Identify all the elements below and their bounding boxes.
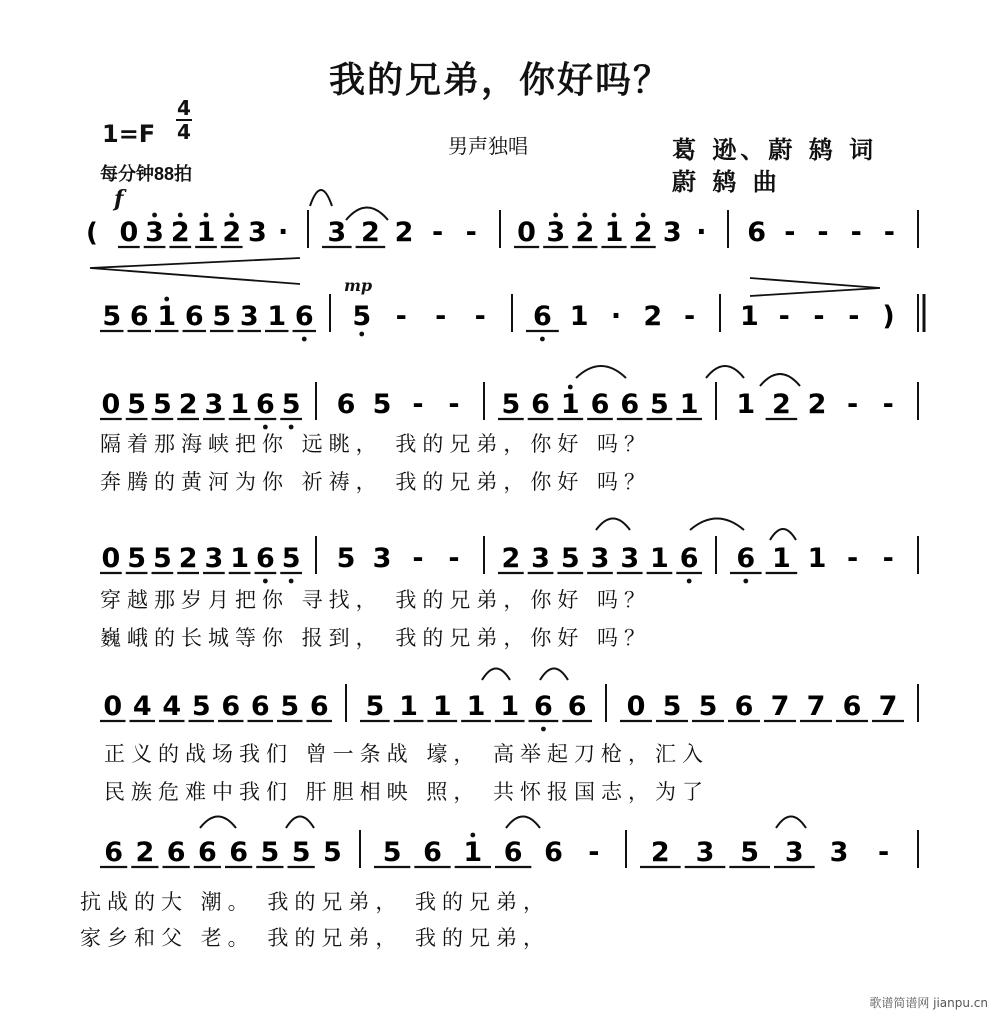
note: 6	[184, 301, 204, 332]
note: 2	[178, 543, 198, 574]
note: 5	[260, 837, 280, 868]
note: 1	[267, 301, 287, 332]
note: 1	[650, 543, 669, 574]
note: 3	[248, 217, 267, 248]
note: 2	[643, 301, 663, 332]
note: 4	[132, 691, 152, 722]
note: 6	[294, 301, 314, 332]
note: 3	[784, 837, 804, 868]
note: 5	[336, 543, 356, 574]
note: 0	[101, 543, 121, 574]
note: 1	[463, 837, 483, 868]
low-octave-dot	[263, 579, 268, 584]
note: 5	[382, 837, 402, 868]
note: -	[465, 217, 477, 248]
note: 5	[372, 389, 392, 420]
note: 0	[119, 217, 139, 248]
note: -	[448, 543, 460, 574]
decrescendo-hairpin	[90, 258, 300, 284]
slur-arc	[200, 817, 236, 829]
high-octave-dot	[641, 213, 646, 218]
note: 5	[127, 389, 147, 420]
note: 3	[695, 837, 715, 868]
note: 6	[747, 217, 766, 248]
note: 1	[740, 301, 759, 332]
low-octave-dot	[541, 727, 546, 732]
high-octave-dot	[204, 213, 209, 218]
note: 5	[698, 691, 718, 722]
slur-arc	[596, 519, 630, 531]
note: 6	[309, 691, 329, 722]
note: 5	[501, 389, 521, 420]
low-octave-dot	[289, 579, 294, 584]
note: 3	[239, 301, 259, 332]
slur-arc	[776, 817, 806, 829]
low-octave-dot	[540, 337, 545, 342]
note: 6	[534, 691, 553, 722]
note: 1	[230, 389, 250, 420]
performance-note: 男声独唱	[448, 134, 528, 158]
high-octave-dot	[568, 385, 573, 390]
note: 2	[633, 217, 653, 248]
note: 5	[212, 301, 232, 332]
note: ·	[278, 217, 289, 248]
high-octave-dot	[178, 213, 183, 218]
note: 3	[372, 543, 392, 574]
lyric-line-8: 家乡和父 老。 我的兄弟， 我的兄弟，	[80, 926, 551, 950]
note: 6	[423, 837, 442, 868]
slur-arc	[770, 529, 796, 540]
lyric-line-3: 穿越那岁月把你 寻找， 我的兄弟，你好 吗？	[100, 588, 652, 612]
slur-arc	[690, 519, 744, 531]
note: -	[412, 543, 424, 574]
note: 3	[620, 543, 640, 574]
dynamic-forte: f	[114, 186, 124, 212]
time-signature-top: 4	[177, 96, 191, 120]
note: )	[882, 301, 895, 332]
note: 0	[101, 389, 121, 420]
note: 5	[740, 837, 760, 868]
lyric-line-5: 正义的战场我们 曾一条战 壕， 高举起刀枪，汇入	[104, 742, 710, 766]
note: 1	[560, 389, 580, 420]
note: 6	[104, 837, 124, 868]
note: 5	[281, 543, 301, 574]
note: 6	[679, 543, 699, 574]
note: 0	[103, 691, 123, 722]
note: 5	[152, 543, 172, 574]
watermark: 歌谱简谱网 jianpu.cn	[869, 996, 988, 1010]
note: ·	[610, 301, 622, 332]
note: 6	[544, 837, 563, 868]
note: -	[431, 217, 444, 248]
note: -	[588, 837, 600, 868]
key-signature: 1=F	[102, 120, 156, 148]
note: -	[846, 389, 859, 420]
note: 1	[432, 691, 452, 722]
note: 5	[322, 837, 342, 868]
note: 0	[626, 691, 646, 722]
note: 3	[204, 543, 224, 574]
note: 6	[620, 389, 640, 420]
slur-arc	[706, 366, 744, 378]
note: -	[882, 543, 894, 574]
high-octave-dot	[152, 213, 157, 218]
high-octave-dot	[229, 213, 234, 218]
note: -	[412, 389, 424, 420]
note: 1	[157, 301, 177, 332]
lyric-line-2: 奔腾的黄河为你 祈祷， 我的兄弟，你好 吗？	[100, 470, 652, 494]
note: 5	[280, 691, 300, 722]
note: 1	[230, 543, 250, 574]
note: -	[395, 301, 407, 332]
note: 4	[162, 691, 182, 722]
note: -	[474, 301, 486, 332]
note: 6	[590, 389, 610, 420]
note: 5	[281, 389, 301, 420]
high-octave-dot	[553, 213, 558, 218]
slur-arc	[482, 669, 510, 681]
lyric-line-7: 抗战的大 潮。 我的兄弟， 我的兄弟，	[80, 890, 551, 914]
note: 5	[662, 691, 682, 722]
slur-arc	[286, 817, 314, 829]
note: 6	[531, 389, 550, 420]
lyric-line-4: 巍峨的长城等你 报到， 我的兄弟，你好 吗？	[100, 626, 652, 650]
note: 2	[575, 217, 595, 248]
note: -	[883, 217, 896, 248]
high-octave-dot	[582, 213, 587, 218]
lyric-line-1: 隔着那海峡把你 远眺， 我的兄弟，你好 吗？	[100, 432, 652, 456]
note: 3	[204, 389, 224, 420]
note: 6	[229, 837, 249, 868]
tempo-marking: 每分钟88拍	[100, 164, 193, 184]
note: 6	[734, 691, 754, 722]
note: -	[784, 217, 796, 248]
note: 3	[531, 543, 550, 574]
note: 5	[365, 691, 385, 722]
high-octave-dot	[164, 297, 169, 302]
note: 6	[166, 837, 186, 868]
high-octave-dot	[470, 833, 475, 838]
song-title: 我的兄弟，你好吗？	[328, 59, 671, 101]
note: 5	[291, 837, 311, 868]
note: 5	[127, 543, 147, 574]
note: 3	[145, 217, 164, 248]
time-signature-bottom: 4	[177, 120, 191, 144]
note: 6	[255, 543, 275, 574]
note: -	[683, 301, 696, 332]
note: 2	[650, 837, 670, 868]
high-octave-dot	[612, 213, 617, 218]
slur-arc	[760, 374, 800, 386]
slur-arc	[310, 190, 332, 206]
note: 2	[135, 837, 155, 868]
note: -	[778, 301, 790, 332]
note: 2	[394, 217, 414, 248]
note: 6	[842, 691, 862, 722]
note: 7	[806, 691, 826, 722]
note: 1	[604, 217, 624, 248]
note: 3	[546, 217, 566, 248]
note: -	[848, 301, 860, 332]
note: -	[878, 837, 890, 868]
note: 2	[501, 543, 521, 574]
note: 0	[517, 217, 536, 248]
note: 2	[361, 217, 380, 248]
note: 2	[807, 389, 827, 420]
note: -	[435, 301, 447, 332]
note: 1	[736, 389, 756, 420]
note: 5	[102, 301, 122, 332]
low-octave-dot	[302, 337, 307, 342]
note: -	[813, 301, 825, 332]
repeat-paren: (	[86, 218, 98, 248]
note: 6	[255, 389, 275, 420]
note: 1	[500, 691, 520, 722]
note: 3	[829, 837, 849, 868]
note: 3	[327, 217, 347, 248]
note: 5	[352, 301, 372, 332]
note: 5	[560, 543, 580, 574]
note: 1	[807, 543, 827, 574]
note: 1	[196, 217, 216, 248]
note: 2	[178, 389, 198, 420]
note: 1	[399, 691, 418, 722]
note: 7	[770, 691, 790, 722]
note: 7	[878, 691, 898, 722]
note: 5	[650, 389, 669, 420]
crescendo-hairpin	[750, 278, 880, 296]
low-octave-dot	[359, 332, 364, 337]
note: 1	[679, 389, 699, 420]
note: ·	[696, 217, 707, 248]
note: -	[850, 217, 862, 248]
note: -	[448, 389, 460, 420]
composer-credit: 蔚 鸫 曲	[672, 167, 781, 196]
note: 6	[503, 837, 523, 868]
note: 5	[191, 691, 211, 722]
slur-arc	[576, 366, 626, 378]
note: -	[846, 543, 859, 574]
note: 6	[736, 543, 756, 574]
note: 6	[221, 691, 241, 722]
note: 2	[222, 217, 242, 248]
note: 2	[170, 217, 190, 248]
note: 6	[567, 691, 587, 722]
note: -	[882, 389, 894, 420]
low-octave-dot	[743, 579, 748, 584]
dynamic-mezzo-piano: mp	[344, 276, 373, 295]
lyric-line-6: 民族危难中我们 肝胆相映 照， 共怀报国志，为了	[104, 780, 710, 804]
slur-arc	[506, 817, 540, 829]
slur-arc	[540, 669, 568, 681]
note: 6	[197, 837, 217, 868]
note: 6	[250, 691, 270, 722]
note: 6	[533, 301, 552, 332]
note: 6	[336, 389, 356, 420]
note: 5	[152, 389, 172, 420]
note: 6	[129, 301, 149, 332]
note: 3	[662, 217, 682, 248]
note: 3	[590, 543, 610, 574]
low-octave-dot	[687, 579, 692, 584]
note: 1	[772, 543, 791, 574]
note: 2	[772, 389, 791, 420]
note: 1	[466, 691, 486, 722]
lyricist-credit: 葛 逊、蔚 鸫 词	[672, 135, 878, 164]
note: -	[817, 217, 829, 248]
note: 1	[569, 301, 589, 332]
